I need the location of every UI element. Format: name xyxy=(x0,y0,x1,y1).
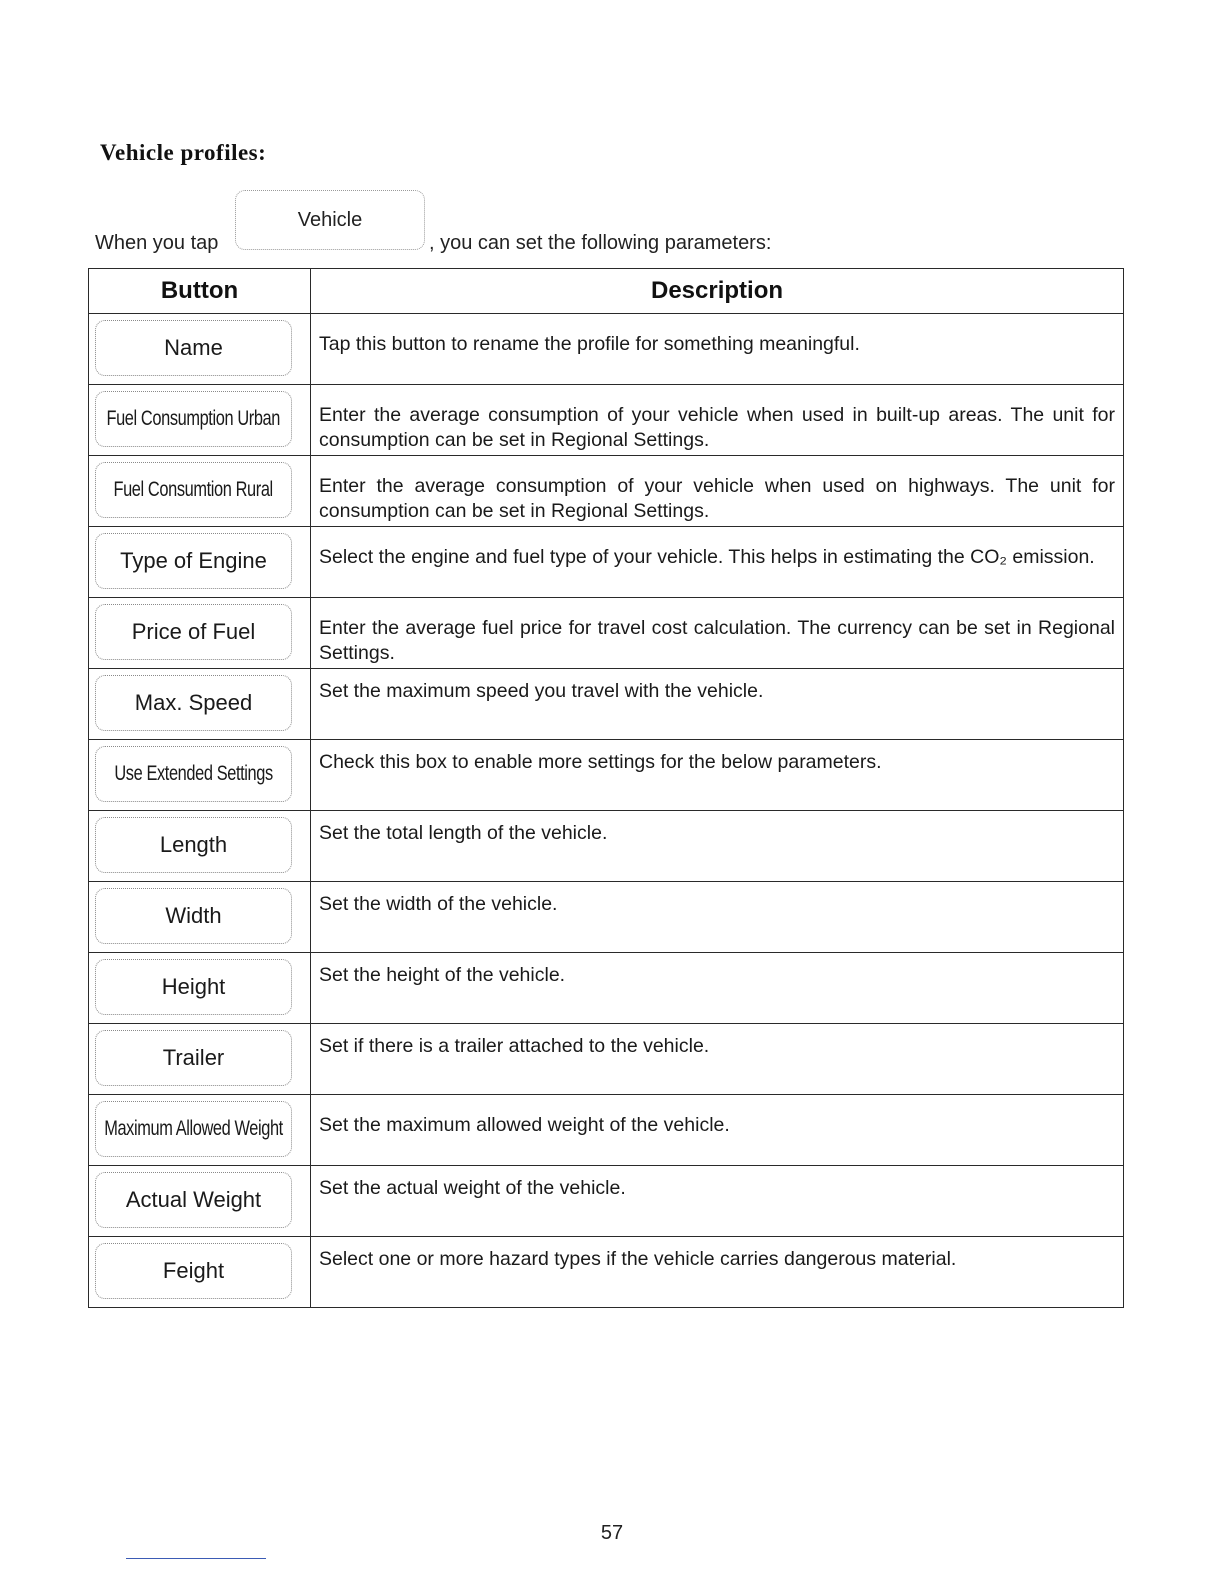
table-row xyxy=(89,669,1124,740)
button-cell xyxy=(89,527,311,598)
table-row xyxy=(89,882,1124,953)
footer-divider xyxy=(126,1558,266,1559)
table-row xyxy=(89,1095,1124,1166)
description-cell: Tap this button to rename the profile for something meaningful. xyxy=(311,314,1124,385)
button-cell xyxy=(89,1166,311,1237)
description-cell: Enter the average consumption of your vehicle when used in built-up areas. The unit for consumption can be set in Regional Settings. xyxy=(311,385,1124,456)
button-cell xyxy=(89,1095,311,1166)
button-label: Fuel Consumtion Rural xyxy=(113,478,274,501)
button-cell xyxy=(89,314,311,385)
table-row xyxy=(89,314,1124,385)
description-cell: Enter the average consumption of your vehicle when used on highways. The unit for consumption can be set in Regional Settings. xyxy=(311,456,1124,527)
trailer-button-image: Trailer xyxy=(95,1030,292,1086)
button-cell xyxy=(89,669,311,740)
table-row xyxy=(89,385,1124,456)
description-cell: Set the maximum allowed weight of the vehicle. xyxy=(311,1095,1124,1166)
description-cell: Set the width of the vehicle. xyxy=(311,882,1124,953)
intro-text-after: , you can set the following parameters: xyxy=(429,232,772,254)
maximum-allowed-weight-button-image xyxy=(95,1101,292,1157)
table-row xyxy=(89,953,1124,1024)
button-cell xyxy=(89,385,311,456)
page-number: 57 xyxy=(600,1522,624,1544)
description-cell: Set if there is a trailer attached to the vehicle. xyxy=(311,1024,1124,1095)
button-label: Maximum Allowed Weight xyxy=(104,1117,283,1140)
button-cell xyxy=(89,598,311,669)
table-row xyxy=(89,740,1124,811)
table-row xyxy=(89,1237,1124,1308)
button-cell xyxy=(89,1237,311,1308)
button-label: Use Extended Settings xyxy=(114,762,273,785)
button-cell xyxy=(89,953,311,1024)
description-cell: Select one or more hazard types if the vehicle carries dangerous material. xyxy=(311,1237,1124,1308)
button-label: Fuel Consumption Urban xyxy=(106,407,281,430)
price-of-fuel-button-image: Price of Fuel xyxy=(95,604,292,660)
table-row xyxy=(89,456,1124,527)
table-row xyxy=(89,1166,1124,1237)
intro-sentence xyxy=(95,190,1095,254)
button-cell xyxy=(89,882,311,953)
fuel-consumption-urban-button-image xyxy=(95,391,292,447)
table-header-row xyxy=(89,269,1124,314)
table-row xyxy=(89,811,1124,882)
description-cell: Check this box to enable more settings for the below parameters. xyxy=(311,740,1124,811)
table-row xyxy=(89,1024,1124,1095)
description-cell: Set the total length of the vehicle. xyxy=(311,811,1124,882)
actual-weight-button-image: Actual Weight xyxy=(95,1172,292,1228)
button-cell xyxy=(89,740,311,811)
column-header-button: Button xyxy=(89,269,311,314)
table-row xyxy=(89,527,1124,598)
intro-text-before: When you tap xyxy=(95,232,219,254)
description-cell: Set the actual weight of the vehicle. xyxy=(311,1166,1124,1237)
button-cell xyxy=(89,1024,311,1095)
feight-button-image: Feight xyxy=(95,1243,292,1299)
width-button-image: Width xyxy=(95,888,292,944)
description-cell: Set the maximum speed you travel with the vehicle. xyxy=(311,669,1124,740)
table-row xyxy=(89,598,1124,669)
description-cell: Enter the average fuel price for travel cost calculation. The currency can be set in Regional Settings. xyxy=(311,598,1124,669)
column-header-description: Description xyxy=(311,269,1124,314)
page-title: Vehicle profiles: xyxy=(100,140,267,165)
max-speed-button-image: Max. Speed xyxy=(95,675,292,731)
description-cell: Set the height of the vehicle. xyxy=(311,953,1124,1024)
description-cell: Select the engine and fuel type of your vehicle. This helps in estimating the CO₂ emission. xyxy=(311,527,1124,598)
button-cell xyxy=(89,811,311,882)
fuel-consumption-rural-button-image xyxy=(95,462,292,518)
parameters-table xyxy=(88,268,1124,1308)
use-extended-settings-button-image xyxy=(95,746,292,802)
height-button-image: Height xyxy=(95,959,292,1015)
button-cell xyxy=(89,456,311,527)
vehicle-button-image: Vehicle xyxy=(235,190,425,250)
length-button-image: Length xyxy=(95,817,292,873)
name-button-image: Name xyxy=(95,320,292,376)
type-of-engine-button-image: Type of Engine xyxy=(95,533,292,589)
